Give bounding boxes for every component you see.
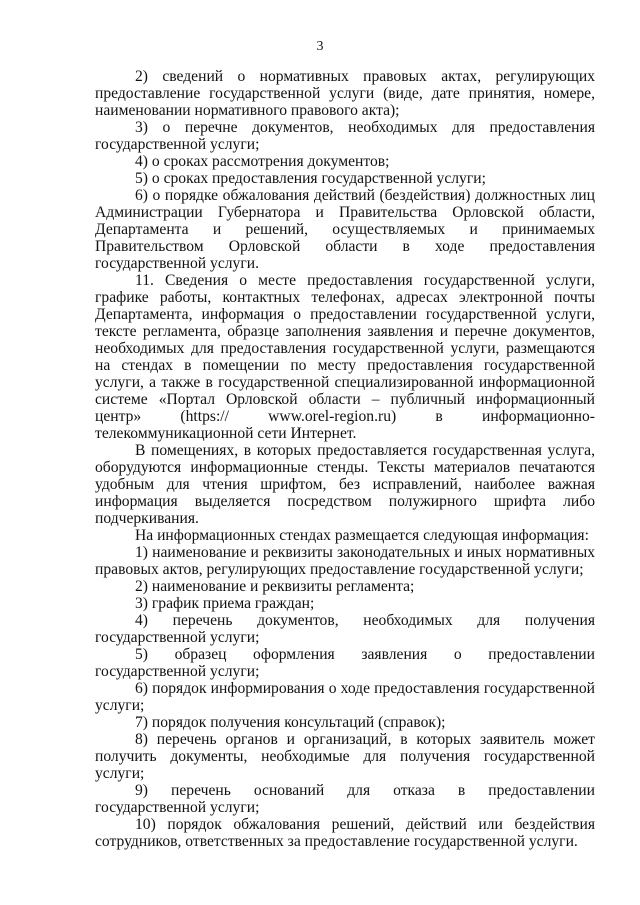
document-body [95, 68, 595, 850]
paragraph: 9) перечень оснований для отказа в предоставлении государственной услуги; [95, 782, 595, 816]
paragraph: 6) порядок информирования о ходе предоставления государственной услуги; [95, 680, 595, 714]
paragraph: 2) наименование и реквизиты регламента; [135, 578, 415, 595]
paragraph: 8) перечень органов и организаций, в которых заявитель может получить документы, необходимые для получения государственной услуги; [95, 731, 595, 782]
paragraph: На информационных стендах размещается следующая информация: [135, 527, 589, 544]
paragraph: 5) о сроках предоставления государственной услуги; [135, 170, 486, 187]
paragraph: 4) перечень документов, необходимых для получения государственной услуги; [95, 612, 595, 646]
paragraph: 11. Сведения о месте предоставления государственной услуги, графике работы, контактных телефонах, адресах электронной почты Департамента, информация о предоставлении государственной услуги, тексте регламента, образце заполнения заявления и перечне документов, необходимых для предоставления государственной услуги, размещаются на стендах в помещении по месту предоставления государственной услуги, а также в государственной специализированной информационной системе «Портал Орловской области – публичный информационный центр» (https:// www.orel-region.ru) в информационно-телекоммуникационной сети Интернет. [95, 272, 595, 442]
paragraph: 2) сведений о нормативных правовых актах, регулирующих предоставление государственной услуги (виде, дате принятия, номере, наименовании нормативного правового акта); [95, 68, 595, 119]
paragraph: 4) о сроках рассмотрения документов; [135, 153, 390, 170]
paragraph: 5) образец оформления заявления о предоставлении государственной услуги; [95, 646, 595, 680]
paragraph: В помещениях, в которых предоставляется государственная услуга, оборудуются информационные стенды. Тексты материалов печатаются удобным для чтения шрифтом, без исправлений, наиболее важная информация выделяется посредством полужирного шрифта либо подчеркивания. [95, 442, 595, 527]
paragraph: 10) порядок обжалования решений, действий или бездействия сотрудников, ответственных за предоставление государственной услуги. [95, 816, 595, 850]
paragraph: 6) о порядке обжалования действий (бездействия) должностных лиц Администрации Губернатора и Правительства Орловской области, Департамента и решений, осуществляемых и принимаемых Правительством Орловской области в ходе предоставления государственной услуги. [95, 187, 595, 272]
paragraph: 3) график приема граждан; [135, 595, 315, 612]
paragraph: 1) наименование и реквизиты законодательных и иных нормативных правовых актов, регулирующих предоставление государственной услуги; [95, 544, 595, 578]
paragraph: 7) порядок получения консультаций (справок); [135, 714, 446, 731]
paragraph: 3) о перечне документов, необходимых для предоставления государственной услуги; [95, 119, 595, 153]
page-number: 3 [316, 39, 324, 54]
